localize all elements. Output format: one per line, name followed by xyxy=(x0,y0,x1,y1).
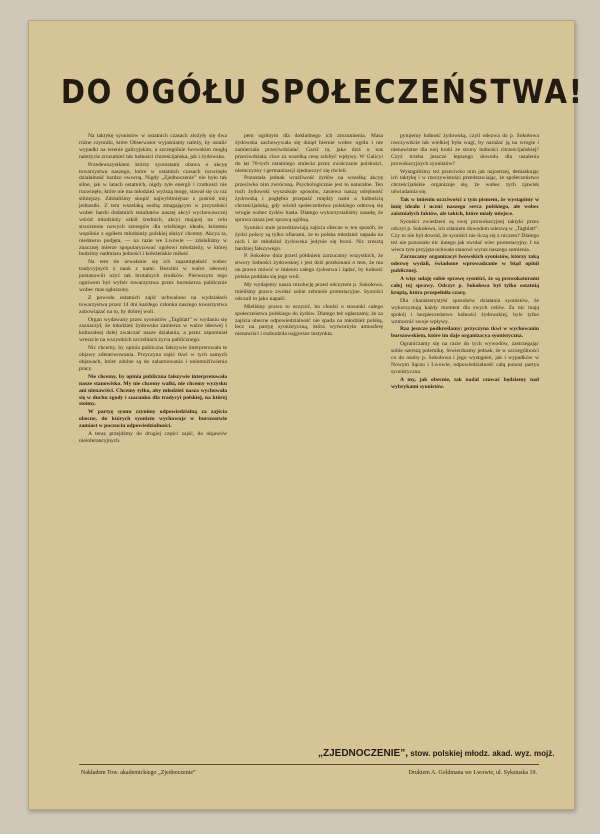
paragraph: Mieliśmy prawo to uczynić, bo chodzi o stosunki całego społeczeństwa polskiego do żydów. Dlatego też ogłaszamy, że za zajścia obecne odpowiedzialność nie spada na młodzież polską, lecz na partyę syonistyczną, która wytworzyła atmosferę nienawiści i rozbudziła najgorsze instynkta. xyxy=(235,303,383,338)
paragraph: Na taktykę syonistów w ostatnich czasach złożyły się dwa różne czynniki, które Obserwator wyjaśniamy należy, by ustalić wypadki na terenie galicyjskim, a szczególnie lwowskim mogłą należycie zrozumieć tak ludności chrześcijańska, jak i żydowska. xyxy=(79,133,227,160)
text-column-1 xyxy=(79,133,227,753)
text-columns xyxy=(79,133,539,753)
footer-divider xyxy=(79,764,539,765)
leaflet-title: DO OGÓŁU SPOŁECZEŃSTWA! xyxy=(60,72,584,111)
paragraph: W partyę syonu czynimy odpowiedzialną za zajścia obecne, do których syonizm wychowuje w burszostwie zamiast w poczuciu odpowiedzialności. xyxy=(79,409,227,430)
paragraph: Syoniści zwiedzeni są swej prowokacyjnej taktyki przez odczyt p. Sokołowa, ich zdaniem dowodem odezwą w „Tagblatt”. Czy to nie był dowód, że syoniści nie liczą się z niczem? Dlatego też nie pozostało nic innego jak zwołać wiec protestacyjny. I na wiecu tym przyjęta uchwała stanowi wyraz naszego sumienia. xyxy=(391,218,539,253)
paragraph: Ograniczamy się na razie do tych wywodów, zastrzegając sobie szerszą polemikę. Stwierdzamy jednak, że w szczególności co do osoby p. Sokołowa i jego wystąpień, jak i wypadków w Nowym Sączu i Lwowie, odpowiedzialność całą ponosi partya syonistyczna. xyxy=(391,341,539,375)
paragraph: pem ogólnym dla dokładnego ich zrozumienia. Masa żydowska zachowywała się dotąd biernie wobec ogółu i nie zamierzała przeciwdziałać. Garść ta, jaka dziś u nas przeciwdziała, chce za wszelką cenę zdobyć wpływy. W Galicyi do lat 70-tych ostatniego stulecia przez zwalczanie polskości, niemczyzny i germanizacji zjednoczyć się chcieli. xyxy=(235,133,383,174)
signature-name: „ZJEDNOCZENIE”, xyxy=(318,748,409,759)
publisher-note: Nakładem Tow. akademickiego „Zjednoczenie” xyxy=(81,770,196,776)
paragraph: My wydajemy nasza rezolucję przed odczytem p. Sokołowa, mieliśmy prawo zwołać sobie zebranie protestacyjne. Syoniści odczuli to jako napaść. xyxy=(235,282,383,302)
paragraph: A więc udaję sobie sprawę syoniści, że są prowokatorami całej tej sprawy. Odczyt p. Sokołowa był tylko ostatnią kroplą, która przepełniła czarę. xyxy=(391,276,539,296)
printer-note: Drukiem A. Goldmana we Lwowie, ul. Sykstuska 19. xyxy=(408,770,537,776)
text-column-2 xyxy=(235,133,383,753)
signature-rest: stow. polskiej młodz. akad. wyz. mojż. xyxy=(410,749,555,758)
paragraph: Przedewszystkiem którzy syonistami obawa o akcyę towarzystwa naszego, które w ostatnich czasach rozwinęło działalność bardzo owocną. Nigdy „Zjednoczenie” nie było tak silne, jak w latach ostatnich, nigdy tyle energii i rzutkości nie rozwinęło, które nie ma młodzież wyższą mogę, stawał się co raz silniejszy. Zdołaliśmy skupić najwybitniejsze z pośród niej jednostki. Z tem wszelaką osobą zmagającym w przyszłości wobec hardo dodatnich rezultatów naszej akcyi wychowawczej wśród młodzieży szkół średnich, akcyi mającej na celu stworzenie nowych szeregów dla wielkiego ideału, któremu wspólnie z ogółem młodzieży polskiej służyć chcemy. Akcya ta, niedawno podjęta, — na razie we Lwowie — zdołaliśmy w znacznej mierze spopularyzować ogółowi młodzieży, w której budzimy nadmiaru jedności i koleżeńskie miłość. xyxy=(79,161,227,258)
paragraph: A my, jak obecnie, tak nadal czuwać będziemy nad wybrykami syonistów. xyxy=(391,376,539,390)
paragraph: Organ wydawany przez syonistów „Tagblatt” w wydaniu się zaznaczył, że młodzież żydowska zamierza w walce ideowej i kulturalnej dalej zwalczać nasze działania, a przez zapomniał wreszcie na wszystkich szczeblach życia publicznego. xyxy=(79,316,227,344)
text-column-3 xyxy=(391,133,539,753)
paragraph: Tak w imieniu uczciwości z tym pismem, że wystąpimy w imię ideału i uczuć naszego serca polskiego, ale wobec zaistniałych faktów, ale takich, które miały miejsce. xyxy=(391,197,539,217)
paragraph: Dla charakterystyki sposobów działania syonistów, że wykorzystują każdy moment dla swych celów. Za nic mają spokój i bezpieczeństwo ludności żydowskiej, byle tylko wzmocnić swoje wpływy. xyxy=(391,297,539,325)
paragraph: Syoniści stale przedstawiają zajścia obecne w ten sposób, że żydzi polscy są tylko ofiarami, że to polska młodzież napada na nich i że młodzież żydowska jedynie się broni. Nic zresztą bardziej fałszywego. xyxy=(235,224,383,252)
paragraph: A teraz przejdźmy do drugiej części zajść, do objawów nietolerancyjnych. xyxy=(79,431,227,444)
paragraph: Z powodu ostatnich zajść uchwalono na wydziałach towarzystwa przez 14 dni każdego członka naszego towarzystwa zobowiązać na to, by dobrej woli. xyxy=(79,294,227,315)
paragraph: Na tem tle urwałanie się ich zapamiętałość wobec tradycyjnych z nauk z nami. Bezsilni w walce ideowej postanowili użyć tak brutalnych środków. Pierwszym tego ogniwem był wybór towarzystwa przez burmistrza publicznie wobec mas ogłoszony. xyxy=(79,259,227,293)
signature xyxy=(318,748,555,759)
paragraph: P. Sokołow dnia przed półdniem zarzucamy wszystkich, że stwory ludności żydowskiej i jest dziś przekonani o tem, że ma on prawo mówić w imieniu całego żydostwa i żądać, by ludność polska poddała się jego woli. xyxy=(235,253,383,281)
paragraph: Nie chcemy, by opinia publiczna fałszywie interpretowała nasze stanowisko. My nie chcemy walki, nie chcemy wyzysku ani nienawiści. Chcemy tylko, aby młodzież nasza wychowała się w duchu zgody i szacunku dla tradycyi polskiej, na której stoimy. xyxy=(79,373,227,408)
paragraph: Pozostała jednak wrażliwość żydów na wszelką akcyę przeciwko nim zwróconą. Psychologicznie jest to naturalne. Ten ruch żydowski wyszukuje sposobu, zasiewa naszą odrębność żydowską i pogłębia przepaść między nami a ludnością chrześcijańską, gdy wśród społeczeństwa polskiego odezwą się wrogie wobec żydów hasła. Dlatego wykorzystaliśmy zasadę, że sprawa nasza jest sprawą ogólną. xyxy=(235,175,383,223)
paragraph: Nic chcemy, by opinia publiczna fałszywie interpretowała te objawy zdenerwowania. Przyczyna zajść tkwi w tych samych objawach, które zdolne są do zahamowania i uniemożliwienia pracy. xyxy=(79,345,227,372)
paragraph: Wystąpiliśmy też przeciwko nim jak najostrzej, demaskując ich taktykę i w rzeczywistości przedstawiając, że społeczeństwo chrześcijańskie organizuje się, że wobec tych zjawisk uświadamia się. xyxy=(391,168,539,196)
paragraph: pytujemy ludność żydowską, czyli odezwa do p. Sokołowa rzeczywiście tak wielkiej była wagi, by narażać ją na wrogie i nienawistne dla niej kroki ze strony ludności chrześcijańskiej? Czyż trzeba jeszcze lepszego dowodu dla ustalenia prowokacyjnych syonistów? xyxy=(391,133,539,167)
paragraph: Zarzucamy organizacyi lwowskich syonistów, którzy taką odezwę wydali, świadome wprowadzanie w błąd opinii publicznej. xyxy=(391,254,539,275)
leaflet-sheet xyxy=(28,20,584,810)
paragraph: Raz jeszcze podkreślamy: przyczyna tkwi w wychowaniu burszowskiem, które im daje organizacya syonistyczna. xyxy=(391,326,539,340)
